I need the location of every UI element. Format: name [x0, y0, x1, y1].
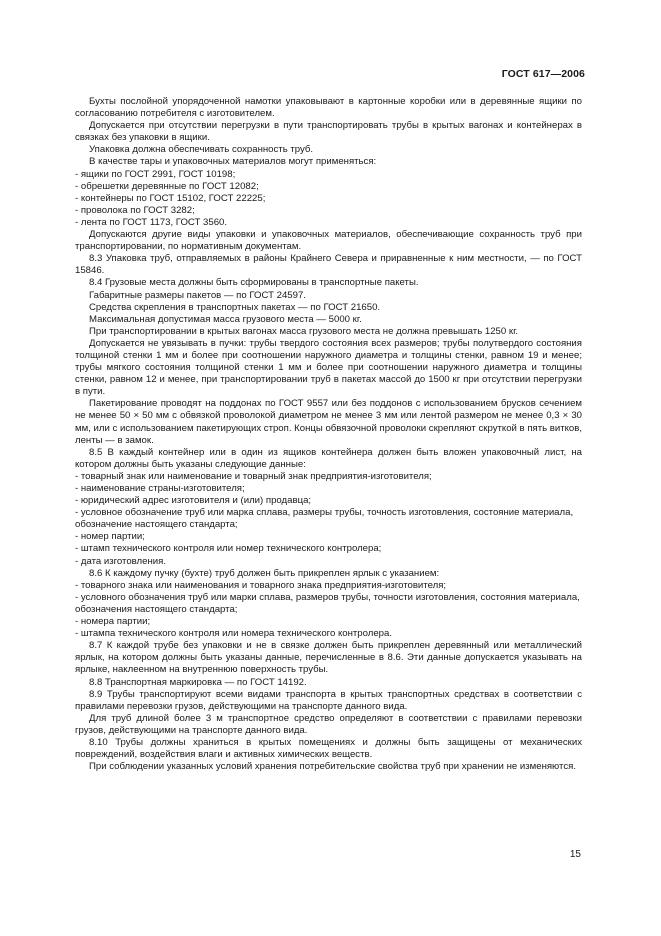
section-8-7: 8.7 К каждой трубе без упаковки и не в связке должен быть прикреплен деревянный или металлический ярлык, на котором должны быть указаны данные, перечисленные в 8.6. Эти данные допускается указывать на ярлыке, наклеенном на внутреннюю поверхность трубы.: [75, 640, 582, 676]
list-item: - условное обозначение труб или марка сплава, размеры трубы, точность изготовления, состояние материала, обозначение настоящего стандарта;: [75, 507, 574, 531]
section-8-8: 8.8 Транспортная маркировка — по ГОСТ 14192.: [89, 676, 307, 688]
list-item: - юридический адрес изготовителя и (или) продавца;: [75, 495, 312, 507]
section-8-9: 8.9 Трубы транспортируют всеми видами транспорта в крытых транспортных средствах в соответствии с правилами перевозки грузов, действующими на транспорте данного вида.: [75, 688, 582, 712]
list-item: - обрешетки деревянные по ГОСТ 12082;: [75, 180, 259, 192]
list-item: - штамп технического контроля или номер технического контролера;: [75, 543, 382, 555]
list-item: - товарного знака или наименования и товарного знака предприятия-изготовителя;: [75, 579, 447, 591]
document-header-id: ГОСТ 617—2006: [501, 68, 585, 80]
list-item: - дата изготовления.: [75, 555, 166, 567]
paragraph: В качестве тары и упаковочных материалов могут применяться:: [89, 156, 377, 168]
section-8-10: 8.10 Трубы должны храниться в крытых помещениях и должны быть защищены от механических повреждений, воздействия влаги и активных химических веществ.: [75, 736, 582, 761]
section-8-6: 8.6 К каждому пучку (бухте) труб должен быть прикреплен ярлык с указанием:: [89, 567, 440, 579]
paragraph: Максимальная допустимая масса грузового места — 5000 кг.: [89, 313, 362, 325]
paragraph: Средства скрепления в транспортных пакетах — по ГОСТ 21650.: [89, 301, 381, 313]
paragraph: При соблюдении указанных условий хранения потребительские свойства труб при хранении не изменяются.: [89, 761, 576, 773]
list-item: - штампа технического контроля или номера технического контролера.: [75, 628, 393, 640]
paragraph: Бухты послойной упорядоченной намотки упаковывают в картонные коробки или в деревянные ящики по согласованию потребителя с изготовителем.: [75, 96, 582, 120]
paragraph: Допускаются другие виды упаковки и упаковочных материалов, обеспечивающие сохранность труб при транспортировании, по нормативным документам.: [75, 229, 582, 253]
list-item: - проволока по ГОСТ 3282;: [75, 204, 195, 216]
paragraph: Пакетирование проводят на поддонах по ГОСТ 9557 или без поддонов с использованием брусков сечением не менее 50 × 50 мм с обвязкой проволокой диаметром не менее 3 мм или лентой размером не менее 0,3 × 30 мм, или с использованием пакетирующих строп. Концы обвязочной проволоки скрепляют скруткой в пять витков, ленты — в замок.: [75, 398, 583, 446]
paragraph: Для труб длиной более 3 м транспортное средство определяют в соответствии с правилами перевозки грузов, действующими на транспорте данного вида.: [75, 712, 582, 736]
list-item: - наименование страны-изготовителя;: [75, 483, 245, 494]
section-8-5: 8.5 В каждый контейнер или в один из ящиков контейнера должен быть вложен упаковочный лист, на котором должны быть указаны следующие данные:: [75, 446, 582, 470]
paragraph: Допускается не увязывать в пучки: трубы твердого состояния всех размеров; трубы полутвердого состояния толщиной стенки 1 мм и более при соотношении наружного диаметра и толщины стенки, равном 19 и менее; трубы мягкого состояния толщиной стенки 1 мм и более при соотношении наружного диаметра и толщины стенки, равном 12 и менее, при транспортировании труб в пакетах массой до 1500 кг при отсутствии перегрузки в пути.: [75, 337, 582, 398]
document-body: [75, 96, 582, 773]
paragraph: Допускается при отсутствии перегрузки в пути транспортировать трубы в крытых вагонах и контейнерах в связках без упаковки в ящики.: [75, 120, 582, 144]
list-item: - ящики по ГОСТ 2991, ГОСТ 10198;: [75, 168, 236, 180]
list-item: - лента по ГОСТ 1173, ГОСТ 3560.: [75, 216, 228, 228]
list-item: - контейнеры по ГОСТ 15102, ГОСТ 22225;: [75, 192, 266, 204]
section-8-3: 8.3 Упаковка труб, отправляемых в районы Крайнего Севера и приравненные к ним местности, — по ГОСТ 15846.: [75, 253, 582, 277]
list-item: - условного обозначения труб или марки сплава, размеров трубы, точности изготовления, состояния материала, обозначения настоящего стандарта;: [75, 591, 580, 615]
list-item: - товарный знак или наименование и товарный знак предприятия-изготовителя;: [75, 470, 432, 482]
page-number: 15: [569, 849, 581, 860]
paragraph: При транспортировании в крытых вагонах масса грузового места не должна превышать 1250 кг.: [89, 325, 519, 337]
list-item: - номер партии;: [75, 531, 145, 543]
list-item: - номера партии;: [75, 616, 151, 628]
section-8-4: 8.4 Грузовые места должны быть сформированы в транспортные пакеты.: [89, 277, 419, 289]
paragraph: Габаритные размеры пакетов — по ГОСТ 24597.: [89, 289, 306, 301]
paragraph: Упаковка должна обеспечивать сохранность труб.: [89, 144, 314, 156]
